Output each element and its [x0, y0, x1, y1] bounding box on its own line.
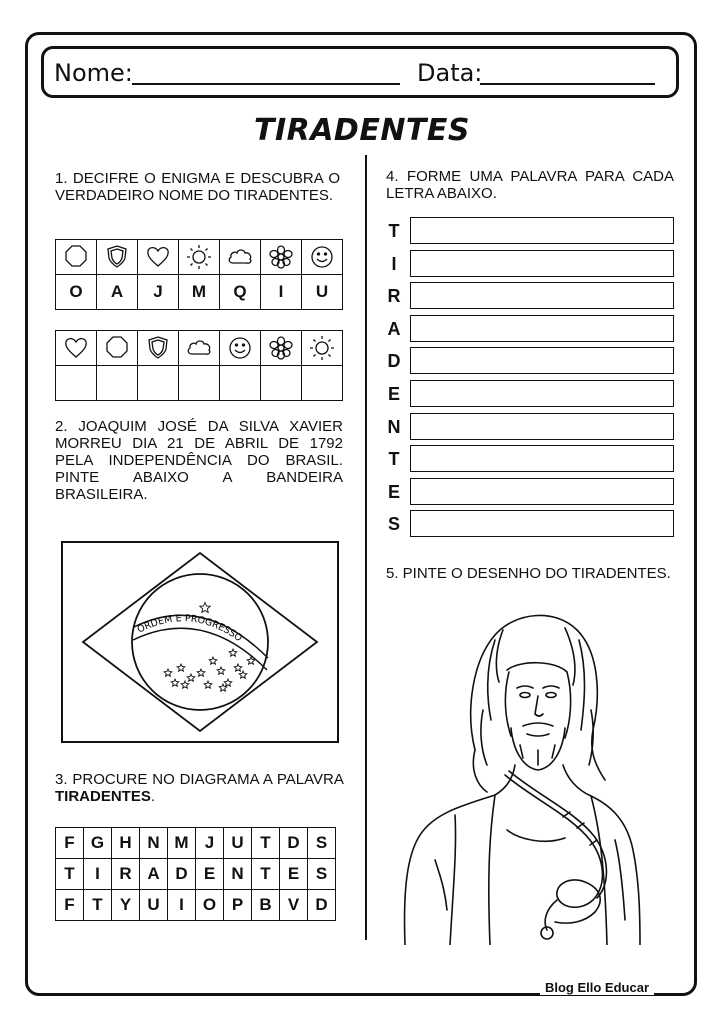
octagon-cell: [97, 331, 138, 366]
cipher-answer-cell[interactable]: [138, 366, 179, 401]
cipher-key-letter: M: [179, 275, 220, 310]
name-date-header: [41, 46, 679, 98]
sun-icon: [186, 244, 212, 270]
question-5-text: 5. PINTE O DESENHO DO TIRADENTES.: [386, 565, 671, 582]
acrostic-answer-box[interactable]: [410, 315, 674, 342]
question-3-suffix: .: [150, 788, 156, 805]
flag-star: [181, 681, 189, 688]
column-divider: [365, 155, 367, 940]
smiley-icon: [227, 335, 253, 361]
acrostic-letter: I: [391, 253, 397, 274]
question-3-bold-word: TIRADENTES: [55, 788, 151, 805]
word-search-cell[interactable]: D: [308, 890, 336, 921]
shield-cell: [97, 240, 138, 275]
cipher-answer-cell[interactable]: [56, 366, 97, 401]
footer-credit: Blog Ello Educar: [540, 980, 654, 995]
word-search-cell[interactable]: S: [308, 828, 336, 859]
flag-star: [187, 674, 195, 681]
word-search-cell[interactable]: S: [308, 859, 336, 890]
heart-cell: [56, 331, 97, 366]
name-line[interactable]: [132, 83, 400, 85]
word-search-row: [56, 828, 336, 859]
acrostic-answer-box[interactable]: [410, 445, 674, 472]
cipher-key-letter: U: [302, 275, 343, 310]
portrait-left-shoulder: [405, 765, 515, 945]
sun-icon: [309, 335, 335, 361]
octagon-icon: [104, 335, 130, 361]
date-line[interactable]: [480, 83, 655, 85]
flag-star: [200, 603, 210, 613]
acrostic-answer-box[interactable]: [410, 510, 674, 537]
sun-cell: [302, 331, 343, 366]
word-search-cell[interactable]: N: [140, 828, 168, 859]
word-search-cell[interactable]: E: [196, 859, 224, 890]
cipher-answer-cell[interactable]: [97, 366, 138, 401]
cipher-puzzle-table: [55, 330, 343, 401]
word-search-cell[interactable]: T: [84, 890, 112, 921]
acrostic-letter: E: [387, 481, 400, 502]
word-search-cell[interactable]: T: [56, 859, 84, 890]
word-search-cell[interactable]: D: [280, 828, 308, 859]
date-label: Data:: [417, 59, 483, 87]
cipher-puzzle-icons-row: [56, 331, 343, 366]
word-search-cell[interactable]: B: [252, 890, 280, 921]
cipher-key-table: [55, 239, 343, 310]
heart-icon: [63, 335, 89, 361]
cipher-key-letter: Q: [220, 275, 261, 310]
word-search-cell[interactable]: O: [196, 890, 224, 921]
flag-star: [217, 667, 225, 674]
cipher-answer-cell[interactable]: [261, 366, 302, 401]
acrostic-answer-box[interactable]: [410, 217, 674, 244]
flag-star: [177, 664, 185, 671]
word-search-cell[interactable]: M: [168, 828, 196, 859]
word-search-cell[interactable]: H: [112, 828, 140, 859]
word-search-row: [56, 890, 336, 921]
word-search-cell[interactable]: U: [140, 890, 168, 921]
question-1-text: 1. DECIFRE O ENIGMA E DESCUBRA O VERDADEIRO NOME DO TIRADENTES.: [55, 170, 340, 204]
flag-globe: [132, 574, 268, 710]
portrait-svg: [395, 600, 645, 945]
flag-star: [204, 681, 212, 688]
flag-star: [197, 669, 205, 676]
question-3-prefix: 3. PROCURE NO DIAGRAMA A PALAVRA: [55, 771, 343, 788]
word-search-cell[interactable]: I: [168, 890, 196, 921]
acrostic-answer-box[interactable]: [410, 282, 674, 309]
cipher-key-icons-row: [56, 240, 343, 275]
portrait-face: [507, 663, 571, 738]
word-search-cell[interactable]: R: [112, 859, 140, 890]
tiradentes-portrait-drawing[interactable]: [395, 600, 645, 950]
acrostic-letter: A: [387, 318, 401, 339]
word-search-cell[interactable]: J: [196, 828, 224, 859]
flag-star: [224, 679, 232, 686]
heart-icon: [145, 244, 171, 270]
acrostic-letter: N: [387, 416, 401, 437]
octagon-cell: [56, 240, 97, 275]
acrostic-answer-box[interactable]: [410, 250, 674, 277]
flower-icon: [268, 244, 294, 270]
cipher-key-letter: O: [56, 275, 97, 310]
smiley-cell: [220, 331, 261, 366]
word-search-cell[interactable]: P: [224, 890, 252, 921]
flag-star: [234, 664, 242, 671]
flag-motto: ORDEM E PROGRESSO: [135, 613, 244, 645]
word-search-cell[interactable]: G: [84, 828, 112, 859]
question-4-text: 4. FORME UMA PALAVRA PARA CADA LETRA ABAIXO.: [386, 168, 674, 202]
acrostic-letter: D: [387, 351, 401, 372]
word-search-cell[interactable]: Y: [112, 890, 140, 921]
page-title: TIRADENTES: [253, 113, 470, 148]
brazil-flag-drawing[interactable]: [61, 541, 339, 743]
portrait-rope: [505, 775, 602, 912]
word-search-cell[interactable]: T: [252, 859, 280, 890]
word-search-cell[interactable]: A: [140, 859, 168, 890]
acrostic-letter: E: [387, 384, 400, 404]
cipher-key-letter: J: [138, 275, 179, 310]
cipher-puzzle-answer-row: [56, 366, 343, 401]
shield-cell: [138, 331, 179, 366]
acrostic-letter: R: [387, 286, 401, 307]
cloud-icon: [186, 335, 212, 361]
flag-star: [164, 669, 172, 676]
word-search-cell[interactable]: F: [56, 828, 84, 859]
flower-cell: [261, 331, 302, 366]
smiley-cell: [302, 240, 343, 275]
acrostic-letter: T: [388, 221, 400, 241]
flag-svg: [63, 543, 337, 741]
word-search-cell[interactable]: I: [84, 859, 112, 890]
name-label: Nome:: [54, 59, 133, 87]
word-search-cell[interactable]: V: [280, 890, 308, 921]
word-search-cell[interactable]: U: [224, 828, 252, 859]
acrostic-letter: T: [388, 449, 400, 470]
question-3-text: [55, 771, 343, 805]
flower-cell: [261, 240, 302, 275]
cipher-key-letter: A: [97, 275, 138, 310]
word-search-row: [56, 859, 336, 890]
cipher-answer-cell[interactable]: [302, 366, 343, 401]
word-search-cell[interactable]: F: [56, 890, 84, 921]
cloud-cell: [179, 331, 220, 366]
shield-icon: [145, 335, 171, 361]
acrostic-answer-box[interactable]: [410, 413, 674, 440]
word-search-cell[interactable]: E: [280, 859, 308, 890]
flower-icon: [268, 335, 294, 361]
word-search-cell[interactable]: N: [224, 859, 252, 890]
cipher-key-letter: I: [261, 275, 302, 310]
question-2-text: 2. JOAQUIM JOSÉ DA SILVA XAVIER MORREU DIA 21 DE ABRIL DE 1792 PELA INDEPENDÊNCIA DO BRASIL. PINTE ABAIXO A BANDEIRA BRASILEIRA.: [55, 418, 343, 503]
cipher-answer-cell[interactable]: [179, 366, 220, 401]
octagon-icon: [63, 244, 89, 270]
flag-band-bottom: [133, 628, 267, 670]
heart-cell: [138, 240, 179, 275]
word-search-grid: [55, 827, 336, 921]
cipher-key-letters-row: [56, 275, 343, 310]
flag-star: [239, 671, 247, 678]
flag-star: [229, 649, 237, 656]
acrostic-letter: S: [387, 514, 400, 535]
shield-icon: [104, 244, 130, 270]
flag-star: [209, 657, 217, 664]
sun-cell: [179, 240, 220, 275]
smiley-icon: [309, 244, 335, 270]
word-search-cell[interactable]: D: [168, 859, 196, 890]
acrostic-answer-box[interactable]: [410, 478, 674, 505]
word-search-cell[interactable]: T: [252, 828, 280, 859]
flag-diamond: [83, 553, 317, 731]
cloud-icon: [227, 244, 253, 270]
acrostic-answer-box[interactable]: [410, 380, 674, 407]
acrostic-answer-box[interactable]: [410, 347, 674, 374]
cloud-cell: [220, 240, 261, 275]
cipher-answer-cell[interactable]: [220, 366, 261, 401]
flag-star: [171, 679, 179, 686]
